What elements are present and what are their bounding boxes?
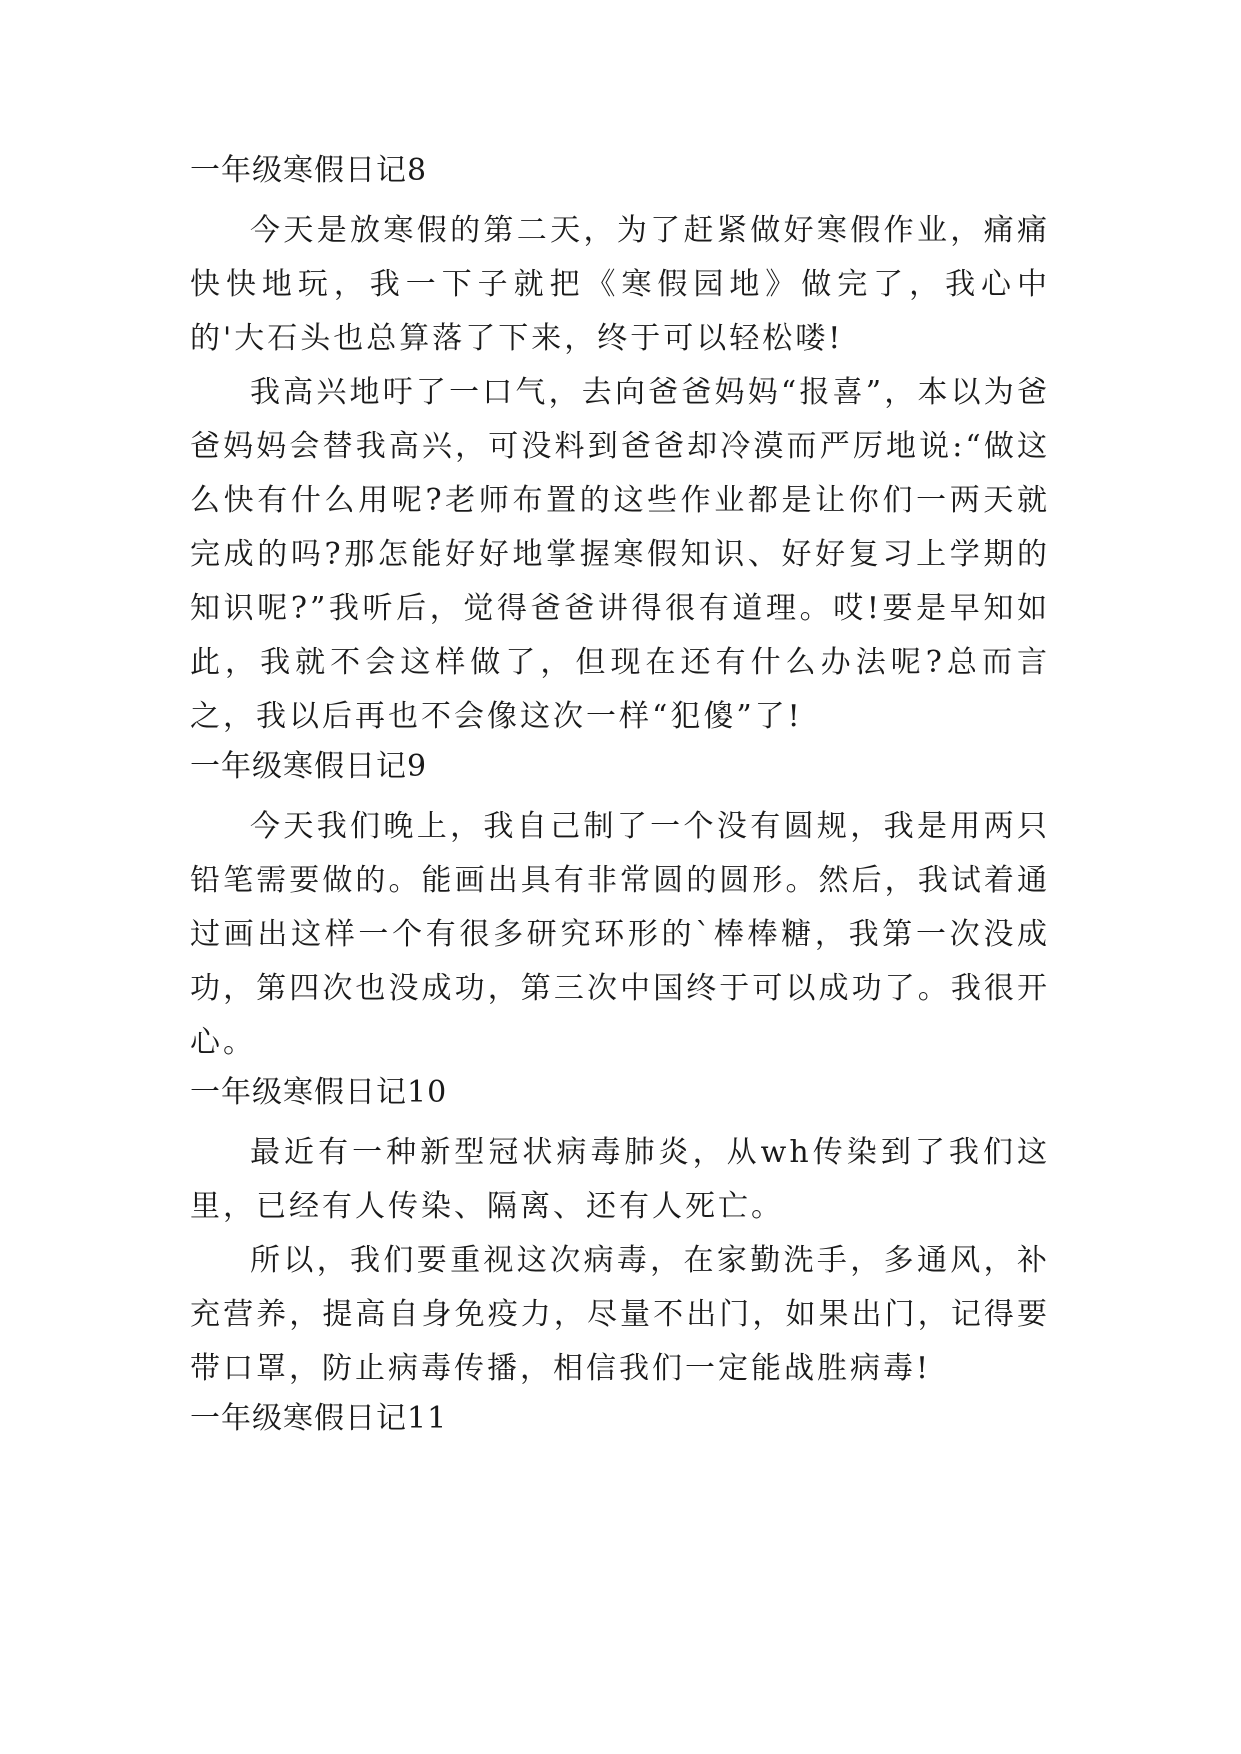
- entry-title: 一年级寒假日记10: [190, 1075, 448, 1110]
- diary-entry-11: [190, 1398, 1050, 1440]
- entry-paragraph: 最近有一种新型冠状病毒肺炎，从wh传染到了我们这里，已经有人传染、隔离、还有人死亡。: [190, 1135, 1050, 1224]
- entry-paragraph: 我高兴地吁了一口气，去向爸爸妈妈“报喜”，本以为爸爸妈妈会替我高兴，可没料到爸爸却冷漠而严厉地说:“做这么快有什么用呢?老师布置的这些作业都是让你们一两天就完成的吗?那怎能好好地掌握寒假知识、好好复习上学期的知识呢?”我听后，觉得爸爸讲得很有道理。哎!要是早知如此，我就不会这样做了，但现在还有什么办法呢?总而言之，我以后再也不会像这次一样“犯傻”了!: [190, 375, 1050, 734]
- diary-entry-9: [190, 746, 1050, 1070]
- entry-title: 一年级寒假日记9: [190, 749, 428, 784]
- document-page: [190, 150, 1050, 1452]
- diary-entry-8: [190, 150, 1050, 744]
- entry-paragraph: 今天我们晚上，我自己制了一个没有圆规，我是用两只铅笔需要做的。能画出具有非常圆的圆形。然后，我试着通过画出这样一个有很多研究环形的`棒棒糖，我第一次没成功，第四次也没成功，第三次中国终于可以成功了。我很开心。: [190, 809, 1050, 1060]
- entry-title: 一年级寒假日记11: [190, 1401, 448, 1436]
- diary-entry-10: [190, 1072, 1050, 1396]
- entry-title: 一年级寒假日记8: [190, 153, 428, 188]
- entry-paragraph: 所以，我们要重视这次病毒，在家勤洗手，多通风，补充营养，提高自身免疫力，尽量不出门，如果出门，记得要带口罩，防止病毒传播，相信我们一定能战胜病毒!: [190, 1243, 1050, 1386]
- entry-paragraph: 今天是放寒假的第二天，为了赶紧做好寒假作业，痛痛快快地玩，我一下子就把《寒假园地》做完了，我心中的'大石头也总算落了下来，终于可以轻松喽!: [190, 213, 1050, 356]
